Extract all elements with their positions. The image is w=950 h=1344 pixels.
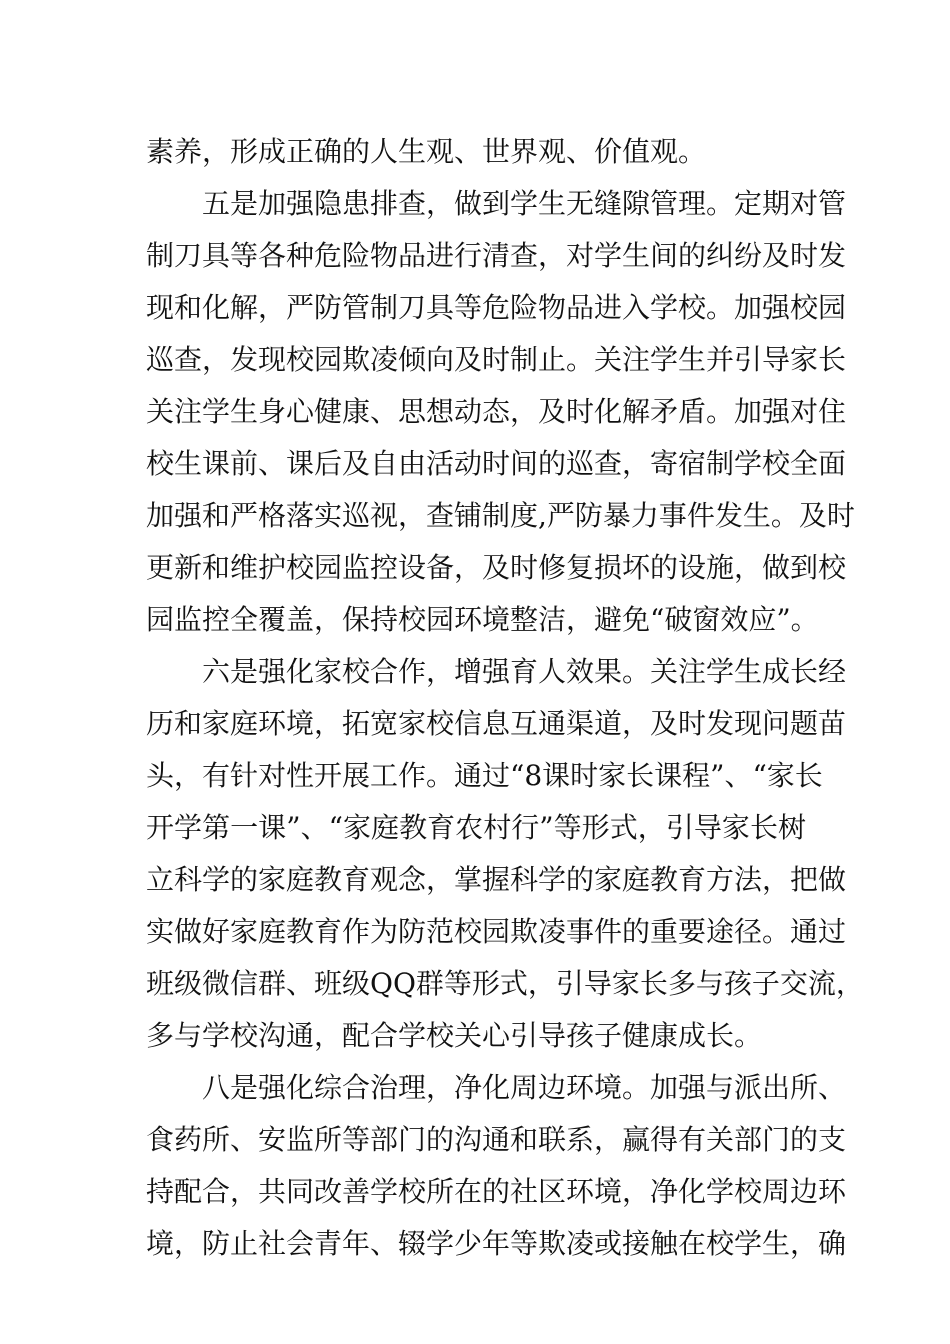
text-line: 校生课前、课后及自由活动时间的巡查，寄宿制学校全面 (146, 447, 847, 480)
text-line: 开学第一课”、“家庭教育农村行”等形式，引导家长树 (146, 811, 806, 844)
body-text (146, 126, 864, 1270)
text-line: 现和化解，严防管制刀具等危险物品进入学校。加强校园 (146, 291, 847, 324)
text-line: 境，防止社会青年、辍学少年等欺凌或接触在校学生，确 (146, 1227, 847, 1260)
text-line: 制刀具等各种危险物品进行清查，对学生间的纠纷及时发 (146, 239, 847, 272)
text-line: 多与学校沟通，配合学校关心引导孩子健康成长。 (146, 1019, 763, 1052)
text-line: 持配合，共同改善学校所在的社区环境，净化学校周边环 (146, 1175, 847, 1208)
text-line: 头，有针对性开展工作。通过“8课时家长课程”、“家长 (146, 759, 823, 792)
text-line: 关注学生身心健康、思想动态，及时化解矛盾。加强对住 (146, 395, 847, 428)
text-line: 加强和严格落实巡视，查铺制度,严防暴力事件发生。及时 (146, 499, 855, 532)
text-line: 园监控全覆盖，保持校园环境整洁，避免“破窗效应”。 (146, 603, 819, 636)
text-line: 实做好家庭教育作为防范校园欺凌事件的重要途径。通过 (146, 915, 847, 948)
text-line: 素养，形成正确的人生观、世界观、价值观。 (146, 135, 707, 168)
text-line: 班级微信群、班级QQ群等形式，引导家长多与孩子交流， (146, 967, 864, 1000)
paragraph-6-line: 六是强化家校合作，增强育人效果。关注学生成长经 (202, 655, 847, 688)
text-line: 历和家庭环境，拓宽家校信息互通渠道，及时发现问题苗 (146, 707, 847, 740)
paragraph-5-line: 五是加强隐患排查，做到学生无缝隙管理。定期对管 (202, 187, 847, 220)
text-line: 巡查，发现校园欺凌倾向及时制止。关注学生并引导家长 (146, 343, 847, 376)
text-line: 更新和维护校园监控设备，及时修复损坏的设施，做到校 (146, 551, 847, 584)
text-line: 立科学的家庭教育观念，掌握科学的家庭教育方法，把做 (146, 863, 847, 896)
paragraph-8-line: 八是强化综合治理，净化周边环境。加强与派出所、 (202, 1071, 847, 1104)
text-line: 食药所、安监所等部门的沟通和联系，赢得有关部门的支 (146, 1123, 847, 1156)
